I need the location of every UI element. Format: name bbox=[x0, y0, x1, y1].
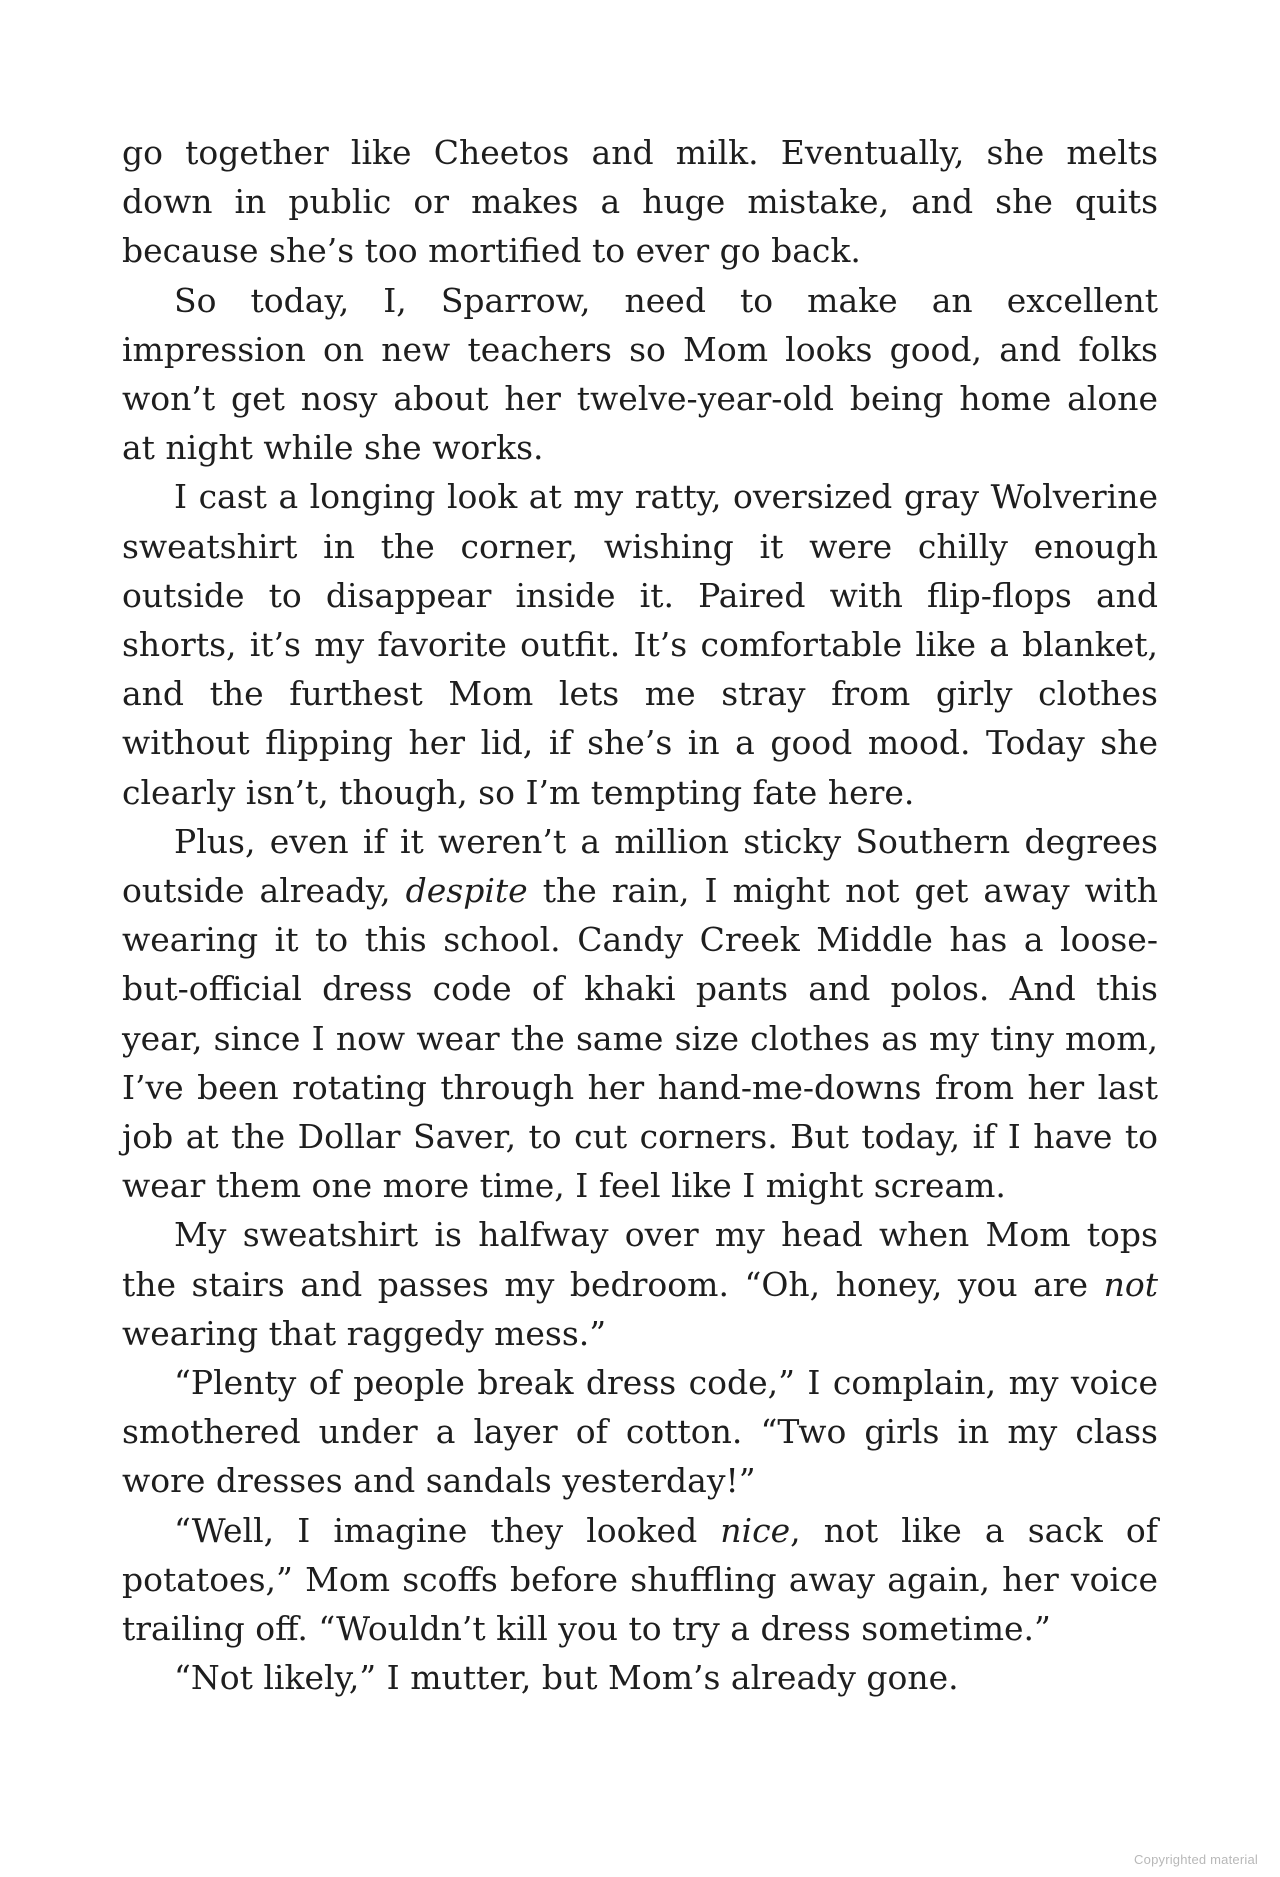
text-run: , not like a sack of potatoes,” Mom scoffs before shuffling away again, her voice trailing off. “Wouldn’t kill you to try a dress sometime.” bbox=[122, 1510, 1158, 1649]
paragraph-3 bbox=[122, 472, 1158, 816]
paragraph-5 bbox=[122, 1210, 1158, 1358]
text-run: the rain, I might not get away with wearing it to this school. Candy Creek Middle has a loose-but-official dress code of khaki pants and polos. And this year, since I now wear the same size clothes as my tiny mom, I’ve been rotating through her hand-me-downs from her last job at the Dollar Saver, to cut corners. But today, if I have to wear them one more time, I feel like I might scream. bbox=[122, 871, 1158, 1206]
text-run: I cast a longing look at my ratty, oversized gray Wolverine sweatshirt in the corner, wishing it were chilly enough outside to disappear inside it. Paired with flip-flops and shorts, it’s my favorite outfit. It’s comfortable like a blanket, and the furthest Mom lets me stray from girly clothes without flipping her lid, if she’s in a good mood. Today she clearly isn’t, though, so I’m tempting fate here. bbox=[122, 477, 1158, 812]
paragraph-6 bbox=[122, 1358, 1158, 1506]
italic-emphasis: despite bbox=[405, 871, 528, 911]
text-run: My sweatshirt is halfway over my head when Mom tops the stairs and passes my bedroom. “Oh, honey, you are bbox=[122, 1215, 1158, 1304]
paragraph-7 bbox=[122, 1506, 1158, 1654]
text-run: Plus, even if it weren’t a million sticky Southern degrees outside already, bbox=[122, 821, 1158, 911]
copyright-notice: Copyrighted material bbox=[1134, 1852, 1258, 1867]
paragraph-8 bbox=[122, 1653, 1158, 1702]
paragraph-4 bbox=[122, 817, 1158, 1211]
italic-emphasis: nice bbox=[720, 1510, 791, 1550]
italic-emphasis: not bbox=[1103, 1264, 1158, 1304]
text-run: go together like Cheetos and milk. Eventually, she melts down in public or makes a huge mistake, and she quits because she’s too mortified to ever go back. bbox=[122, 133, 1158, 271]
paragraph-2 bbox=[122, 276, 1158, 473]
text-run: “Well, I imagine they looked bbox=[174, 1510, 721, 1550]
text-run: “Plenty of people break dress code,” I complain, my voice smothered under a layer of cotton. “Two girls in my class wore dresses and sandals yesterday!” bbox=[122, 1363, 1158, 1501]
text-run: “Not likely,” I mutter, but Mom’s already gone. bbox=[174, 1658, 959, 1698]
text-run: So today, I, Sparrow, need to make an excellent impression on new teachers so Mom looks good, and folks won’t get nosy about her twelve-year-old being home alone at night while she works. bbox=[122, 280, 1158, 468]
paragraph-1 bbox=[122, 128, 1158, 276]
text-run: wearing that raggedy mess.” bbox=[122, 1313, 607, 1353]
book-page-text bbox=[122, 128, 1158, 1703]
